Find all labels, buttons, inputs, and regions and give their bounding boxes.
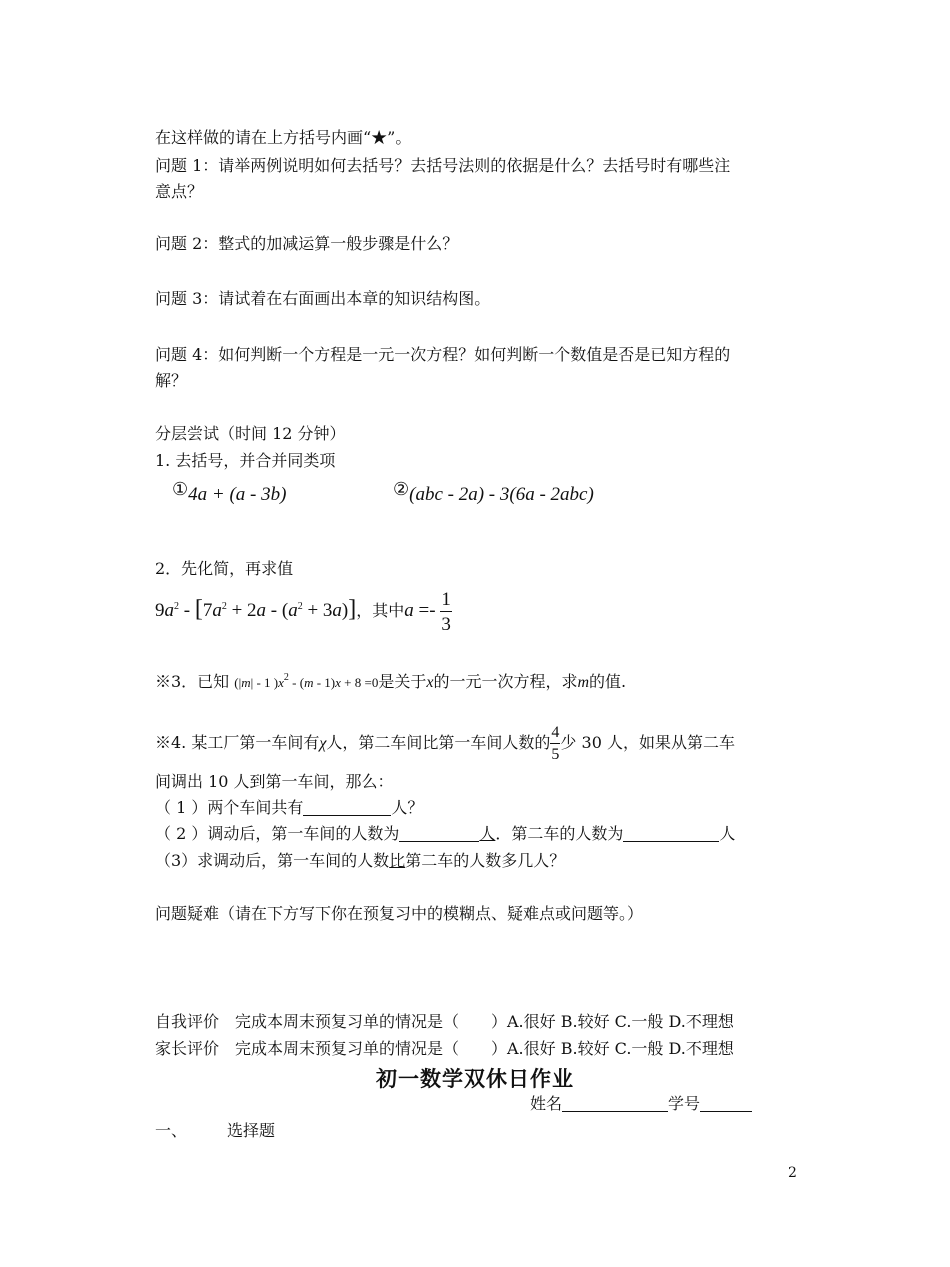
name-number-line (530, 1093, 752, 1115)
sub-2-text: （ 2 ）调动后，第一车间的人数为 (155, 824, 400, 843)
sub-2-text-2: ．第二车的人数为 (495, 824, 624, 843)
self-evaluation: 自我评价 完成本周末预复习单的情况是（ ）A.很好 B.较好 C.一般 D.不理想 (155, 1012, 734, 1031)
exercise-4-line-1 (155, 720, 735, 767)
exercise-2-a-equals: a =- (404, 600, 441, 621)
part-one-label: 选择题 (227, 1121, 276, 1140)
doubts-line: 问题疑难（请在下方写下你在预复习中的模糊点、疑难点或问题等。） (155, 904, 644, 923)
exercise-4-part-c: 少 30 人，如果从第二车 (560, 733, 735, 752)
sub-1-unit: 人？ (391, 798, 424, 817)
fraction-denominator: 5 (551, 745, 560, 763)
circled-one-marker: ① (172, 479, 189, 499)
exercise-4-part-a: ※4. 某工厂第一车间有 (155, 733, 320, 752)
exercise-1-part-1 (172, 479, 287, 506)
section-title: 分层尝试（时间 12 分钟） (155, 424, 346, 443)
exercise-2-where-text: ，其中 (356, 601, 405, 620)
sub-2-second-answer-blank[interactable] (623, 825, 719, 842)
sub-1-text: （ 1 ）两个车间共有 (155, 798, 304, 817)
exercise-2-expression-line (155, 584, 452, 634)
question-2: 问题 2：整式的加减运算一般步骤是什么？ (155, 234, 459, 253)
exercise-4-sub-1 (155, 797, 423, 819)
exercise-1-title: 1. 去括号，并合并同类项 (155, 451, 336, 470)
homework-title: 初一数学双休日作业 (376, 1066, 574, 1091)
question-1-line-1: 问题 1：请举两例说明如何去括号？去括号法则的依据是什么？去括号时有哪些注 (155, 156, 731, 175)
question-1-line-2: 意点？ (155, 182, 204, 201)
part-one-number: 一、 (155, 1121, 188, 1140)
fraction-numerator: 4 (550, 725, 560, 744)
sub-1-answer-blank[interactable] (303, 799, 391, 816)
exercise-3-suffix-3: 的值. (589, 672, 627, 691)
exercise-1-part-2 (393, 479, 594, 506)
question-3: 问题 3：请试着在右面画出本章的知识结构图。 (155, 289, 491, 308)
exercise-3-suffix-1: 是关于 (378, 672, 427, 691)
sub-2-unit-1: 人 (479, 824, 496, 843)
name-blank[interactable] (562, 1095, 668, 1112)
page-number: 2 (788, 1165, 797, 1181)
name-label: 姓名 (530, 1094, 563, 1113)
exercise-4-line-2: 间调出 10 人到第一车间，那么： (155, 772, 394, 791)
question-4-line-1: 问题 4：如何判断一个方程是一元一次方程？如何判断一个数值是否是已知方程的 (155, 345, 731, 364)
exercise-4-part-b: 人，第二车间比第一车间人数的 (326, 733, 551, 752)
sub-3-text-a: （3）求调动后，第一车间的人数 (155, 851, 390, 870)
exercise-2-title: 2．先化简，再求值 (155, 559, 294, 578)
sub-3-text-c: 第二车的人数多几人？ (405, 851, 566, 870)
exercise-1-part-1-expression: 4a + (a - 3b) (188, 484, 287, 505)
exercise-2-formula: $9a^2 - [7a^2 + 2a - (a^2 + 3a)]$ (155, 596, 357, 622)
parent-evaluation: 家长评价 完成本周末预复习单的情况是（ ）A.很好 B.较好 C.一般 D.不理想 (155, 1039, 734, 1058)
number-label: 学号 (668, 1094, 701, 1113)
intro-line: 在这样做的请在上方括号内画“★”。 (155, 128, 412, 147)
circled-two-marker: ② (393, 479, 410, 499)
fraction-numerator: 1 (441, 588, 451, 610)
sub-3-text-b: 比 (389, 851, 406, 870)
question-4-line-2: 解？ (155, 371, 188, 390)
exercise-3-equation: (|m| - 1 )$x^2 - (m - 1)x + 8 =0$ (234, 672, 379, 690)
exercise-3 (155, 667, 626, 694)
exercise-2-a-value-fraction (440, 590, 452, 634)
exercise-4-sub-3 (155, 850, 565, 872)
exercise-4-sub-2 (155, 823, 735, 845)
exercise-1-part-2-expression: (abc - 2a) - 3(6a - 2abc) (409, 484, 594, 505)
sub-2-unit-2: 人 (719, 824, 736, 843)
sub-2-first-answer-blank[interactable] (399, 825, 479, 842)
exercise-4-var-x: χ (319, 735, 327, 752)
exercise-4-fraction (550, 725, 560, 763)
exercise-3-prefix: ※3．已知 (155, 672, 230, 691)
fraction-denominator: 3 (441, 613, 451, 635)
exercise-3-suffix-2: 的一元一次方程，求 (433, 672, 578, 691)
part-one-heading (155, 1120, 275, 1142)
exercise-3-var-x: x (426, 674, 434, 691)
number-blank[interactable] (700, 1095, 752, 1112)
exercise-3-var-m: m (577, 674, 590, 691)
